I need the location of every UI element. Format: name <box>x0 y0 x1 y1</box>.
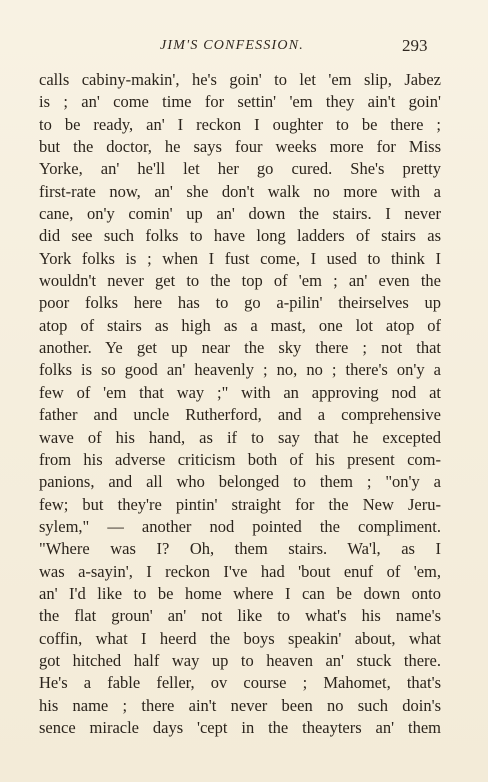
text-line: atop of stairs as high as a mast, one lot atop of <box>39 315 441 335</box>
text-line: few of 'em that way ;" with an approving nod at <box>39 382 441 402</box>
page-number: 293 <box>402 36 428 55</box>
text-line: panions, and all who belonged to them ; "on'y a <box>39 472 441 492</box>
text-line: sence miracle days 'cept in the theayters an' them <box>39 717 441 737</box>
text-line: cane, on'y comin' up an' down the stairs. I never <box>39 204 441 224</box>
text-line: first-rate now, an' she don't walk no more with a <box>39 181 441 201</box>
text-line: coffin, what I heerd the boys speakin' about, what <box>39 628 441 648</box>
text-line: an' I'd like to be home where I can be down onto <box>39 583 441 603</box>
text-line: was a-sayin', I reckon I've had 'bout enuf of 'em, <box>39 561 441 581</box>
body-text <box>39 69 441 739</box>
text-line: his name ; there ain't never been no such doin's <box>39 695 441 715</box>
text-line: wouldn't never get to the top of 'em ; an' even the <box>39 271 441 291</box>
text-line: got hitched half way up to heaven an' stuck there. <box>39 650 441 670</box>
text-line: poor folks here has to go a-pilin' theirselves up <box>39 293 441 313</box>
text-line: is ; an' come time for settin' 'em they ain't goin' <box>39 92 441 112</box>
text-line: from his adverse criticism both of his present com- <box>39 449 441 469</box>
text-line: few; but they're pintin' straight for the New Jeru- <box>39 494 441 514</box>
text-line: York folks is ; when I fust come, I used to think I <box>39 248 441 268</box>
text-line: but the doctor, he says four weeks more for Miss <box>39 137 441 157</box>
text-line: the flat groun' an' not like to what's his name's <box>39 606 441 626</box>
text-line: wave of his hand, as if to say that he excepted <box>39 427 441 447</box>
text-line: father and uncle Rutherford, and a comprehensive <box>39 405 441 425</box>
text-line: calls cabiny-makin', he's goin' to let 'em slip, Jabez <box>39 70 441 89</box>
running-title: JIM'S CONFESSION. <box>160 38 304 53</box>
text-line: to be ready, an' I reckon I oughter to be there ; <box>39 114 441 134</box>
text-line: "Where was I? Oh, them stairs. Wa'l, as I <box>39 539 441 559</box>
running-head <box>0 36 488 58</box>
text-line: another. Ye get up near the sky there ; not that <box>39 338 441 358</box>
text-line: He's a fable feller, ov course ; Mahomet, that's <box>39 673 441 693</box>
text-line: did see such folks to have long ladders of stairs as <box>39 226 441 246</box>
text-line: sylem," — another nod pointed the compliment. <box>39 516 441 536</box>
text-line: Yorke, an' he'll let her go cured. She's pretty <box>39 159 441 179</box>
text-line: folks is so good an' heavenly ; no, no ; there's on'y a <box>39 360 441 380</box>
